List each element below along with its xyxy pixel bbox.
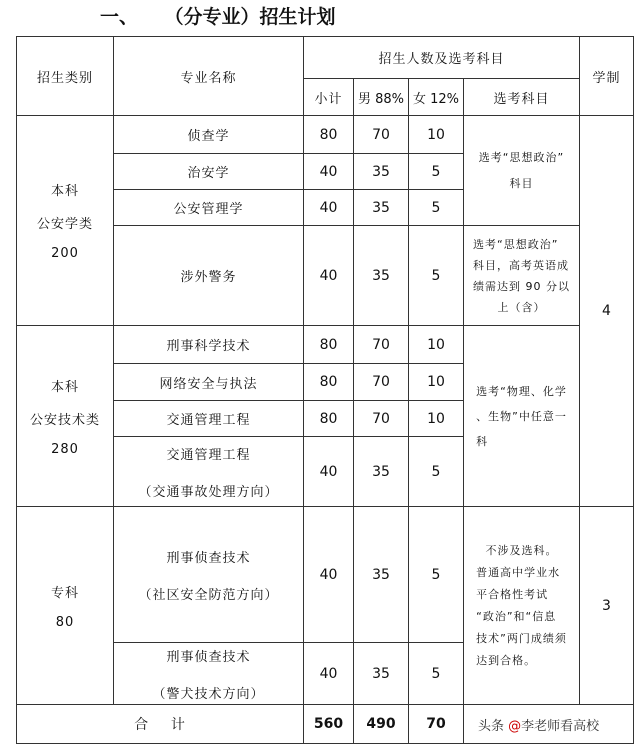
female-value: 10 [408, 325, 464, 364]
total-label: 合 计 [16, 704, 304, 744]
category-line: 公安学类 [36, 217, 93, 232]
subject-note-line: 平合格性考试 [476, 587, 549, 601]
major-name: 交通管理工程 [113, 400, 304, 437]
total-male: 490 [353, 704, 409, 744]
male-value: 35 [353, 642, 409, 705]
female-value: 10 [408, 400, 464, 437]
subtotal-value: 80 [303, 400, 354, 437]
watermark-name: 李老师看高校 [521, 719, 600, 734]
header-male: 男 88% [353, 78, 409, 116]
category-line: 本科 [50, 379, 79, 395]
major-name [113, 506, 304, 643]
female-value: 5 [408, 225, 464, 326]
male-value: 35 [353, 506, 409, 643]
subtotal-value: 80 [303, 325, 354, 364]
subject-note-line: 普通高中学业水 [476, 565, 561, 579]
category-group [16, 506, 114, 705]
subject-note-line: 科目，高考英语成 [473, 258, 569, 272]
subject-note-line: 上（含） [497, 300, 546, 314]
major-direction: （警犬技术方向） [152, 686, 265, 702]
category-line: 80 [55, 614, 75, 630]
header-duration: 学制 [579, 36, 634, 116]
duration-value: 4 [579, 115, 634, 507]
watermark-prefix: 头条 [478, 719, 509, 734]
category-group [16, 325, 114, 507]
major-name: 刑事科学技术 [113, 325, 304, 364]
female-value: 10 [408, 115, 464, 154]
major-name: 网络安全与执法 [113, 363, 304, 401]
male-value: 70 [353, 325, 409, 364]
header-enroll-group: 招生人数及选考科目 [303, 36, 580, 79]
subject-note-line: 选考“思想政治” [478, 150, 565, 164]
total-subtotal: 560 [303, 704, 354, 744]
male-value: 35 [353, 436, 409, 507]
subject-note-line: 达到合格。 [476, 653, 537, 667]
subject-note-line: 选考“思想政治” [473, 237, 559, 251]
category-line: 200 [51, 246, 79, 261]
category-line: 公安技术类 [29, 412, 100, 428]
subject-note-line: 科目 [509, 176, 534, 190]
header-subjects: 选考科目 [463, 78, 580, 116]
subtotal-value: 40 [303, 189, 354, 226]
subject-note-line: 不涉及选科。 [485, 543, 558, 557]
header-category: 招生类别 [16, 36, 114, 116]
female-value: 5 [408, 506, 464, 643]
subject-note-line: 选考“物理、化学 [476, 384, 567, 398]
category-line: 专科 [50, 585, 79, 601]
major-name: 涉外警务 [113, 225, 304, 326]
subject-note-line: 、生物”中任意一 [476, 409, 567, 423]
subtotal-value: 40 [303, 153, 354, 190]
watermark [478, 715, 599, 734]
major-direction: （社区安全防范方向） [138, 587, 279, 603]
female-value: 5 [408, 189, 464, 226]
subject-note-line: 科 [476, 434, 489, 448]
header-subtotal: 小计 [303, 78, 354, 116]
watermark-at: @ [508, 719, 522, 734]
subject-note [463, 506, 580, 705]
male-value: 70 [353, 115, 409, 154]
major-name-line: 刑事侦查技术 [166, 550, 251, 566]
category-line: 本科 [50, 184, 79, 199]
subtotal-value: 40 [303, 642, 354, 705]
subject-note-line: 技术”两门成绩须 [476, 631, 567, 645]
major-name [113, 436, 304, 507]
male-value: 35 [353, 189, 409, 226]
subject-note-line: “政治”和“信息 [476, 609, 557, 623]
subtotal-value: 80 [303, 115, 354, 154]
female-value: 5 [408, 436, 464, 507]
major-name-line: 刑事侦查技术 [166, 649, 251, 665]
subject-note-line: 绩需达到 90 分以 [473, 279, 570, 293]
subject-note [463, 115, 580, 226]
major-direction: （交通事故处理方向） [138, 484, 279, 500]
male-value: 70 [353, 363, 409, 401]
major-name: 侦查学 [113, 115, 304, 154]
subtotal-value: 40 [303, 225, 354, 326]
major-name: 治安学 [113, 153, 304, 190]
section-heading: 一、 （分专业）招生计划 [100, 6, 336, 28]
total-female: 70 [408, 704, 464, 744]
subtotal-value: 40 [303, 436, 354, 507]
subject-note [463, 325, 580, 507]
major-name [113, 642, 304, 705]
category-group [16, 115, 114, 326]
male-value: 35 [353, 153, 409, 190]
male-value: 35 [353, 225, 409, 326]
duration-value: 3 [579, 506, 634, 705]
subject-note [463, 225, 580, 326]
major-name-line: 交通管理工程 [166, 447, 251, 463]
female-value: 5 [408, 642, 464, 705]
category-line: 280 [51, 441, 79, 457]
header-female: 女 12% [408, 78, 464, 116]
major-name: 公安管理学 [113, 189, 304, 226]
header-major: 专业名称 [113, 36, 304, 116]
male-value: 70 [353, 400, 409, 437]
female-value: 5 [408, 153, 464, 190]
subtotal-value: 40 [303, 506, 354, 643]
subtotal-value: 80 [303, 363, 354, 401]
female-value: 10 [408, 363, 464, 401]
